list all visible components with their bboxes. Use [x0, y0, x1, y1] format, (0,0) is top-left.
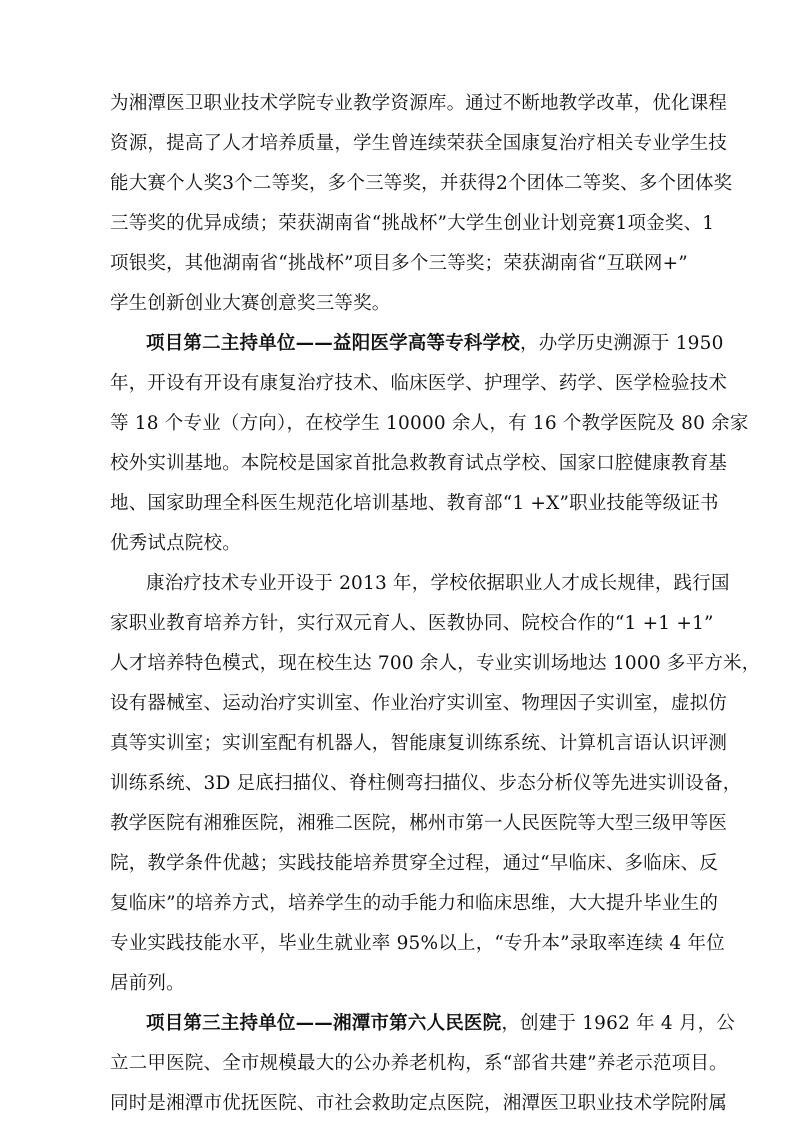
paragraph-1-line-3: 能大赛个人奖3个二等奖，多个三等奖，并获得2个团体二等奖、多个团体奖	[110, 173, 733, 194]
paragraph-3-line-5: 真等实训室；实训室配有机器人，智能康复训练系统、计算机言语认识评测	[110, 733, 728, 754]
paragraph-2-line-6: 优秀试点院校。	[110, 533, 241, 554]
paragraph-4-line-2: 立二甲医院、全市规模最大的公办养老机构，系“部省共建”养老示范项目。	[110, 1053, 728, 1074]
paragraph-1-line-2: 资源，提高了人才培养质量，学生曾连续荣获全国康复治疗相关专业学生技	[110, 133, 728, 154]
paragraph-2-line-4: 校外实训基地。本院校是国家首批急救教育试点学校、国家口腔健康教育基	[110, 453, 728, 474]
paragraph-2-line-5: 地、国家助理全科医生规范化培训基地、教育部“1 +X”职业技能等级证书	[110, 493, 719, 514]
paragraph-2-line-1	[146, 332, 730, 356]
paragraph-2-line-2: 年，开设有开设有康复治疗技术、临床医学、护理学、药学、医学检验技术	[110, 373, 728, 394]
paragraph-4-line-1	[146, 1012, 736, 1036]
paragraph-3-line-10: 专业实践技能水平，毕业生就业率 95%以上，“专升本”录取率连续 4 年位	[110, 933, 725, 954]
paragraph-3-line-2: 家职业教育培养方针，实行双元育人、医教协同、院校合作的“1 +1 +1”	[110, 613, 714, 634]
paragraph-3-line-6: 训练系统、3D 足底扫描仪、脊柱侧弯扫描仪、步态分析仪等先进实训设备，	[110, 773, 742, 794]
paragraph-2-line-1-rest: ，办学历史溯源于 1950	[520, 333, 724, 354]
paragraph-2-heading: 项目第二主持单位——益阳医学高等专科学校	[146, 333, 521, 354]
paragraph-2-line-3: 等 18 个专业（方向），在校学生 10000 余人，有 16 个教学医院及 80 余家	[110, 413, 749, 434]
paragraph-4-heading: 项目第三主持单位——湘潭市第六人民医院	[146, 1013, 502, 1034]
paragraph-3-line-9: 复临床”的培养方式，培养学生的动手能力和临床思维，大大提升毕业生的	[110, 893, 719, 914]
paragraph-4-line-1-rest: ，创建于 1962 年 4 月，公	[501, 1013, 736, 1034]
paragraph-1-line-1: 为湘潭医卫职业技术学院专业教学资源库。通过不断地教学改革，优化课程	[110, 93, 728, 114]
paragraph-3-line-4: 设有器械室、运动治疗实训室、作业治疗实训室、物理因子实训室，虚拟仿	[110, 693, 728, 714]
paragraph-3-line-11: 居前列。	[110, 973, 185, 994]
paragraph-3-line-3: 人才培养特色模式，现在校生达 700 余人，专业实训场地达 1000 多平方米，	[110, 653, 761, 674]
paragraph-3-line-1: 康治疗技术专业开设于 2013 年，学校依据职业人才成长规律，践行国	[146, 573, 730, 594]
paragraph-1-line-6: 学生创新创业大赛创意奖三等奖。	[110, 293, 391, 314]
paragraph-1-line-5: 项银奖，其他湖南省“挑战杯”项目多个三等奖；荣获湖南省“互联网+”	[110, 253, 688, 274]
paragraph-4-line-3: 同时是湘潭市优抚医院、市社会救助定点医院，湘潭医卫职业技术学院附属	[110, 1093, 728, 1114]
paragraph-3-line-7: 教学医院有湘雅医院，湘雅二医院，郴州市第一人民医院等大型三级甲等医	[110, 813, 728, 834]
paragraph-1-line-4: 三等奖的优异成绩；荣获湖南省“挑战杯”大学生创业计划竞赛1项金奖、1	[110, 213, 715, 234]
paragraph-3-line-8: 院，教学条件优越；实践技能培养贯穿全过程，通过“早临床、多临床、反	[110, 853, 719, 874]
